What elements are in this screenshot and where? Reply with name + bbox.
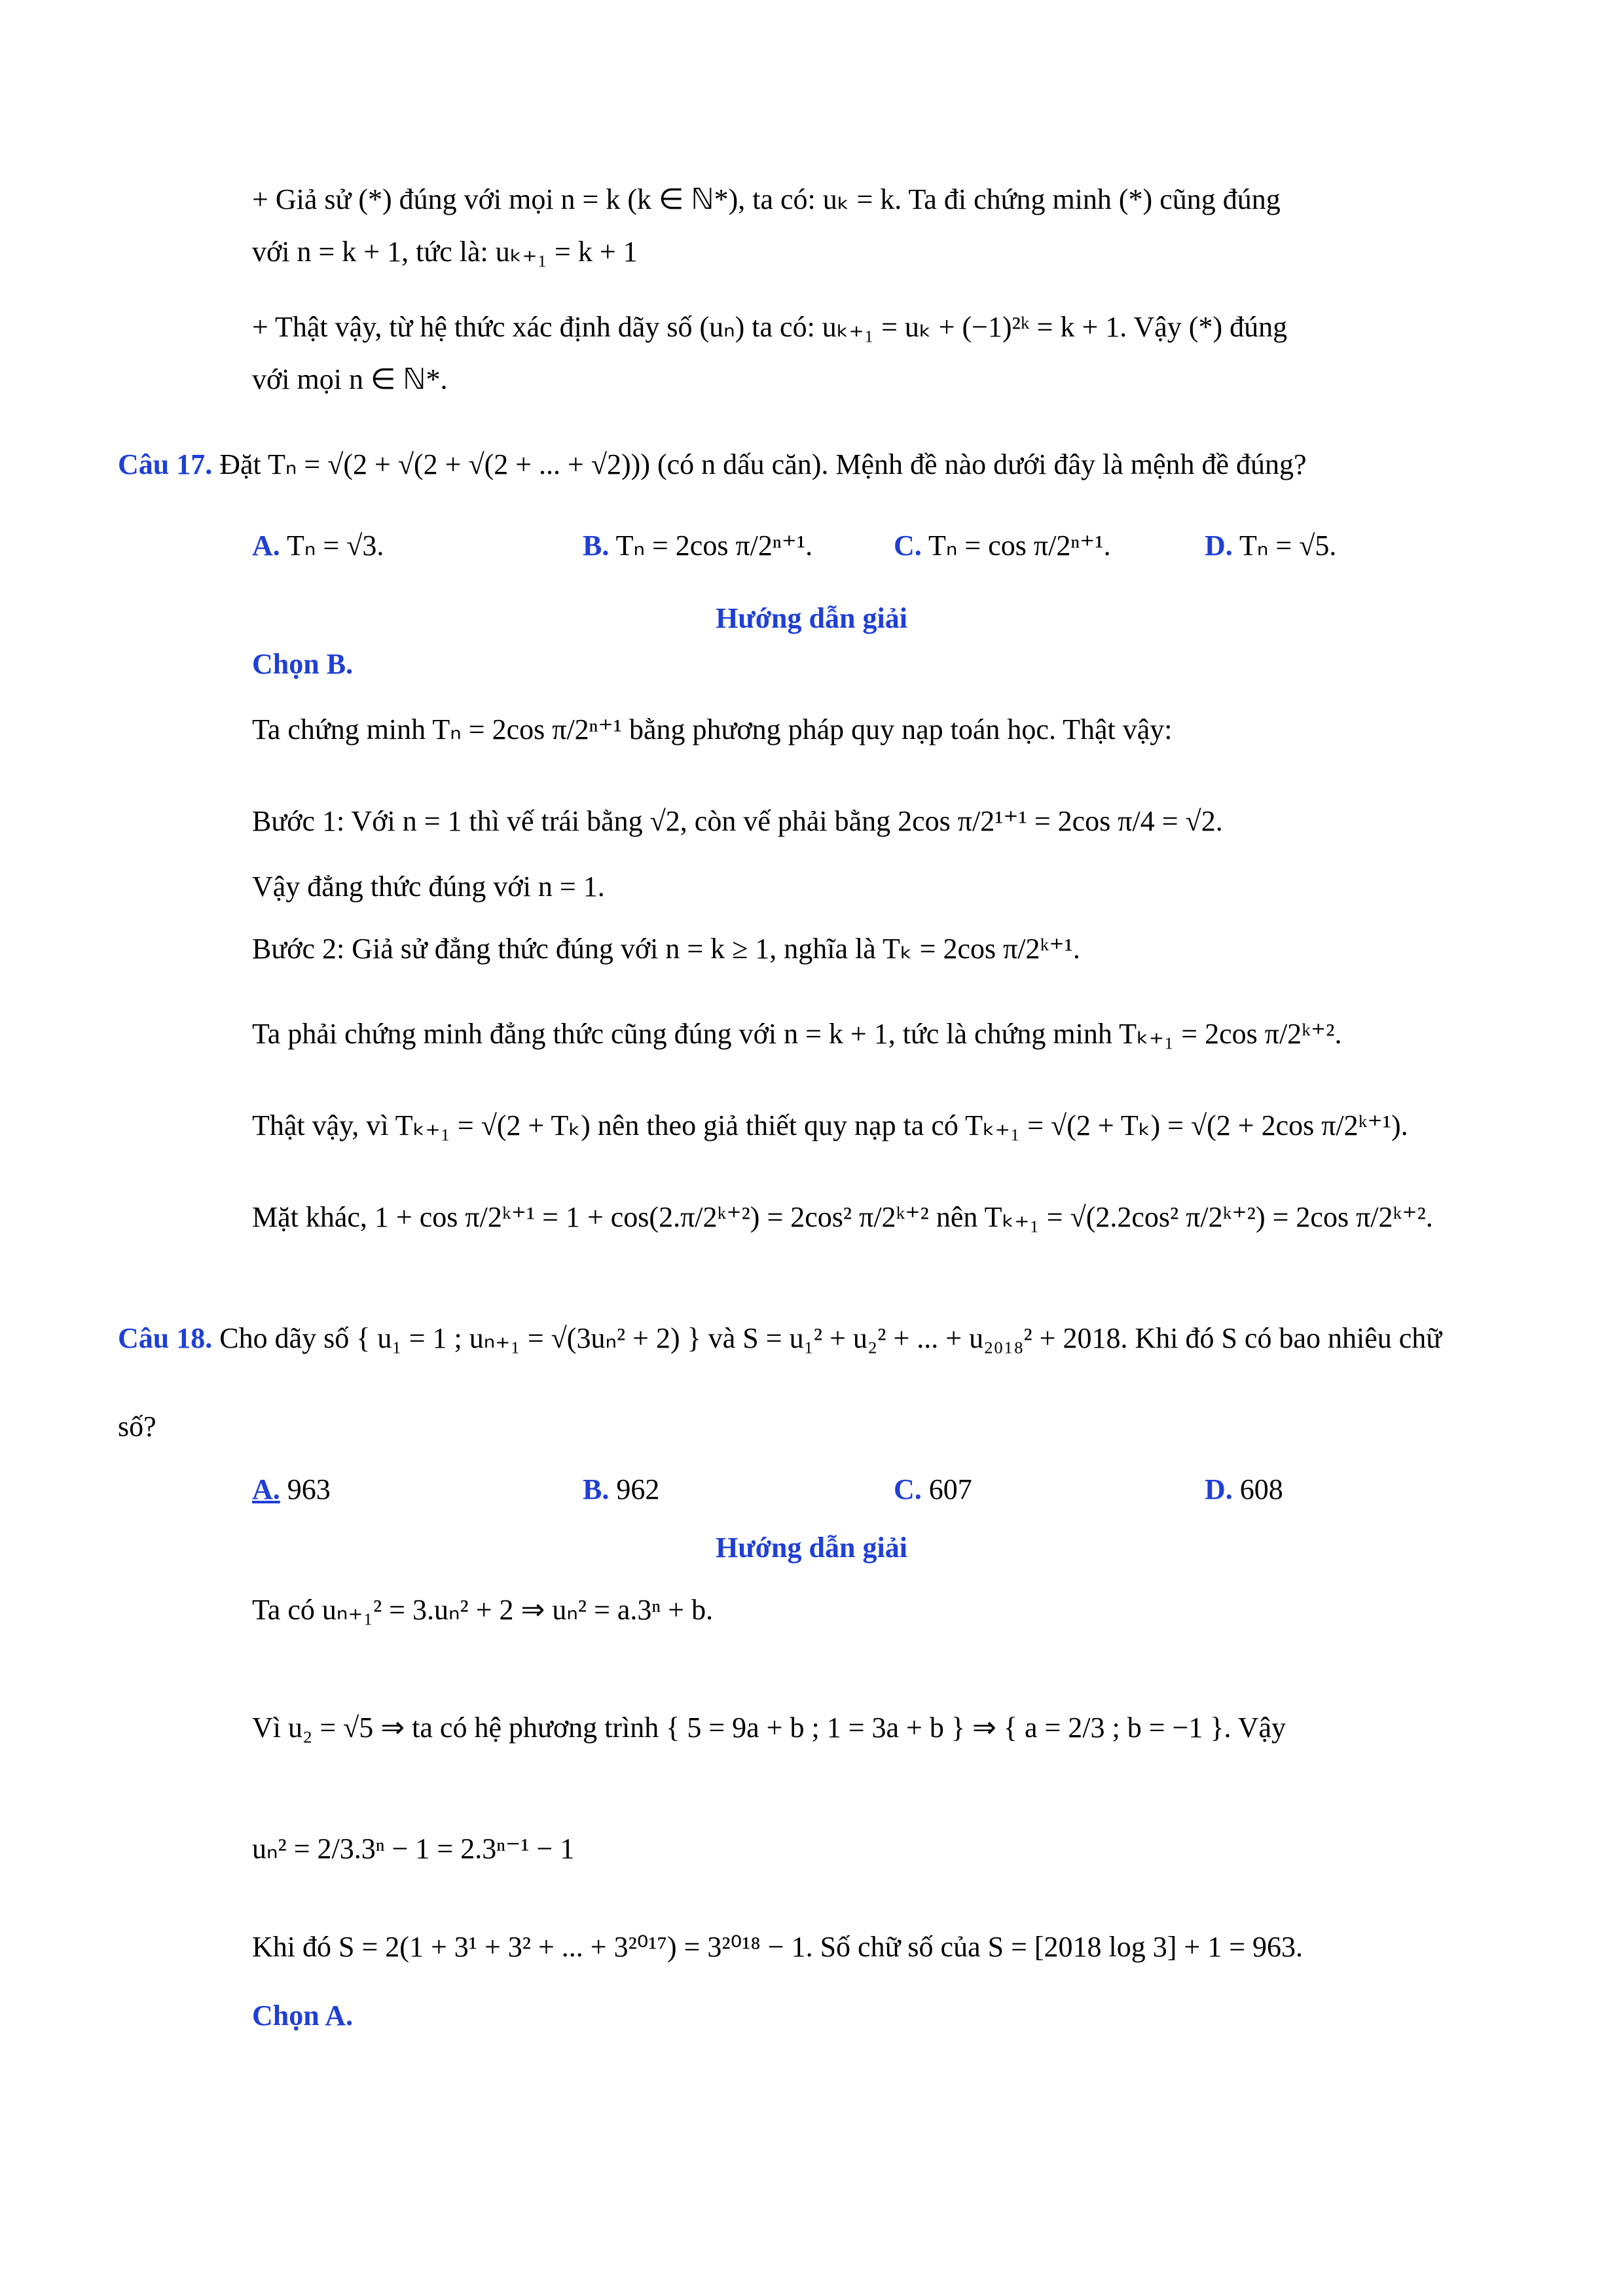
text-line: + Thật vậy, từ hệ thức xác định dãy số (uₙ) ta có: uₖ₊₁ = uₖ + (−1)²ᵏ = k + 1. Vậy (*) đúng xyxy=(252,311,1288,343)
option-text: Tₙ = cos π/2ⁿ⁺¹. xyxy=(928,529,1111,562)
solution-line: Vậy đẳng thức đúng với n = 1. xyxy=(252,870,605,903)
guide-title: Hướng dẫn giải xyxy=(716,1532,907,1564)
solution-line: Ta chứng minh Tₙ = 2cos π/2ⁿ⁺¹ bằng phương pháp quy nạp toán học. Thật vậy: xyxy=(252,713,1173,745)
option-a xyxy=(252,1473,331,1506)
question-stem: Đặt Tₙ = √(2 + √(2 + √(2 + ... + √2))) (có n dấu căn). Mệnh đề nào dưới đây là mệnh đề đúng? xyxy=(219,448,1307,480)
option-c xyxy=(894,1473,972,1506)
option-text: 608 xyxy=(1239,1473,1283,1505)
question-stem: Cho dãy số { u₁ = 1 ; uₙ₊₁ = √(3uₙ² + 2) } và S = u₁² + u₂² + ... + u₂₀₁₈² + 2018. Khi đó S có bao nhiêu chữ xyxy=(219,1322,1442,1354)
option-text: Tₙ = √3. xyxy=(287,529,384,562)
text-line: với mọi n ∈ ℕ*. xyxy=(252,363,448,395)
solution-line: Mặt khác, 1 + cos π/2ᵏ⁺¹ = 1 + cos(2.π/2ᵏ⁺²) = 2cos² π/2ᵏ⁺² nên Tₖ₊₁ = √(2.2cos² π/2ᵏ⁺²) = 2cos π/2ᵏ⁺². xyxy=(252,1201,1433,1233)
question-18 xyxy=(118,1319,1442,1358)
option-key: B. xyxy=(583,1473,610,1505)
option-key: C. xyxy=(894,529,922,562)
question-label: Câu 18. xyxy=(118,1322,213,1354)
option-d xyxy=(1205,529,1336,562)
option-d xyxy=(1205,1473,1283,1506)
solution-line: Bước 2: Giả sử đẳng thức đúng với n = k ≥ 1, nghĩa là Tₖ = 2cos π/2ᵏ⁺¹. xyxy=(252,933,1080,965)
option-key: A. xyxy=(252,1473,280,1505)
option-b xyxy=(583,1473,659,1506)
solution-line: uₙ² = 2/3.3ⁿ − 1 = 2.3ⁿ⁻¹ − 1 xyxy=(252,1833,575,1865)
solution-line: Ta có uₙ₊₁² = 3.uₙ² + 2 ⇒ uₙ² = a.3ⁿ + b. xyxy=(252,1594,714,1626)
text-line: + Giả sử (*) đúng với mọi n = k (k ∈ ℕ*), ta có: uₖ = k. Ta đi chứng minh (*) cũng đúng xyxy=(252,183,1281,215)
option-key: D. xyxy=(1205,529,1233,562)
option-text: 963 xyxy=(287,1473,331,1505)
option-c xyxy=(894,529,1111,562)
solution-line: Thật vậy, vì Tₖ₊₁ = √(2 + Tₖ) nên theo giả thiết quy nạp ta có Tₖ₊₁ = √(2 + Tₖ) = √(2 + 2cos π/2ᵏ⁺¹). xyxy=(252,1109,1408,1141)
option-text: 962 xyxy=(616,1473,660,1505)
solution-line: Bước 1: Với n = 1 thì vế trái bằng √2, còn vế phải bằng 2cos π/2¹⁺¹ = 2cos π/4 = √2. xyxy=(252,805,1223,837)
option-a xyxy=(252,529,384,562)
answer-choice: Chọn A. xyxy=(252,2000,354,2032)
option-text: Tₙ = √5. xyxy=(1239,529,1337,562)
solution-line: Ta phải chứng minh đẳng thức cũng đúng với n = k + 1, tức là chứng minh Tₖ₊₁ = 2cos π/2ᵏ⁺². xyxy=(252,1018,1342,1050)
option-b xyxy=(583,529,812,562)
option-key: C. xyxy=(894,1473,922,1505)
question-17 xyxy=(118,445,1307,484)
solution-line: Vì u₂ = √5 ⇒ ta có hệ phương trình { 5 = 9a + b ; 1 = 3a + b } ⇒ { a = 2/3 ; b = −1 }. Vậy xyxy=(252,1712,1286,1744)
text-line: với n = k + 1, tức là: uₖ₊₁ = k + 1 xyxy=(252,236,638,268)
option-text: 607 xyxy=(928,1473,972,1505)
option-key: D. xyxy=(1205,1473,1233,1505)
option-key: B. xyxy=(583,529,610,562)
option-text: Tₙ = 2cos π/2ⁿ⁺¹. xyxy=(615,529,813,562)
guide-title: Hướng dẫn giải xyxy=(716,602,907,634)
question-label: Câu 17. xyxy=(118,448,213,480)
option-key: A. xyxy=(252,529,280,562)
question-stem-continued: số? xyxy=(118,1410,156,1443)
answer-choice: Chọn B. xyxy=(252,648,354,680)
solution-line: Khi đó S = 2(1 + 3¹ + 3² + ... + 3²⁰¹⁷) = 3²⁰¹⁸ − 1. Số chữ số của S = [2018 log 3] + 1 = 963. xyxy=(252,1931,1304,1963)
